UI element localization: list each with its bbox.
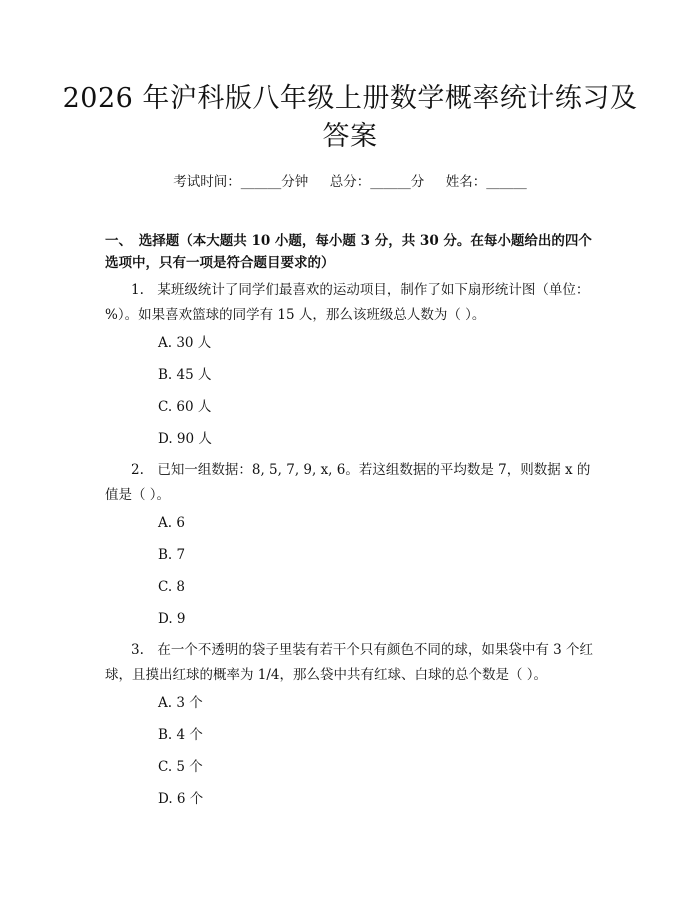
question-2: 2. 已知一组数据：8, 5, 7, 9, x, 6。若这组数据的平均数是 7，则数据 x 的值是（ ）。 <box>105 462 591 503</box>
question-3-option-a: A. 3 个 <box>158 695 203 711</box>
question-2-option-d: D. 9 <box>158 611 186 627</box>
question-3-option-b: B. 4 个 <box>158 727 203 743</box>
question-1: 1. 某班级统计了同学们最喜欢的运动项目，制作了如下扇形统计图（单位：%）。如果喜欢篮球的同学有 15 人，那么该班级总人数为（ ）。 <box>105 282 590 323</box>
exam-info-line: 考试时间：______分钟 总分：______分 姓名：______ <box>173 174 527 190</box>
question-2-option-b: B. 7 <box>158 547 186 563</box>
question-2-option-a: A. 6 <box>158 515 185 531</box>
question-2-option-c: C. 8 <box>158 579 186 595</box>
question-1-option-b: B. 45 人 <box>158 367 212 383</box>
document-title: 2026 年沪科版八年级上册数学概率统计练习及答案 <box>62 83 638 152</box>
question-3-option-c: C. 5 个 <box>158 759 203 775</box>
question-3: 3. 在一个不透明的袋子里装有若干个只有颜色不同的球，如果袋中有 3 个红球，且摸出红球的概率为 1/4，那么袋中共有红球、白球的总个数是（ ）。 <box>105 642 594 683</box>
question-1-option-c: C. 60 人 <box>158 399 212 415</box>
section-heading: 一、 选择题（本大题共 10 小题，每小题 3 分，共 30 分。在每小题给出的四个选项中，只有一项是符合题目要求的） <box>105 233 592 271</box>
question-1-option-a: A. 30 人 <box>158 335 212 351</box>
question-3-option-d: D. 6 个 <box>158 791 204 807</box>
question-1-option-d: D. 90 人 <box>158 431 212 447</box>
